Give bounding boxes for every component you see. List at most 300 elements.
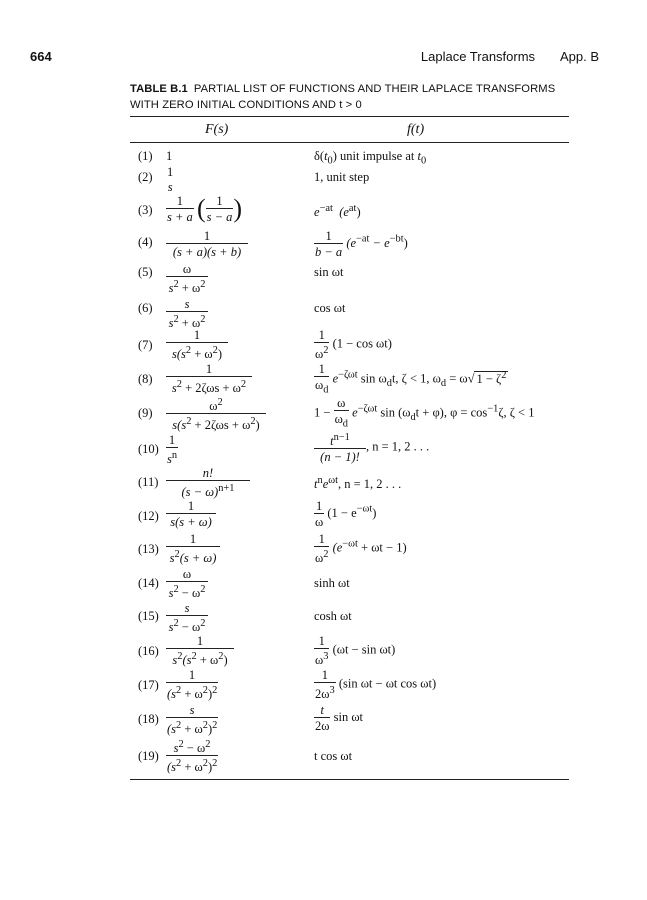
num: 1 — [188, 668, 196, 682]
d: s — [168, 620, 174, 635]
fraction — [334, 396, 349, 432]
d: ω — [315, 653, 324, 668]
t: (e — [332, 540, 343, 555]
time-function — [314, 703, 363, 733]
time-function — [314, 475, 401, 492]
d: n+1 — [218, 483, 235, 494]
num: 1 — [176, 194, 184, 208]
d: (n − 1)! — [320, 450, 360, 465]
time-function — [314, 668, 436, 701]
d: 2 — [177, 651, 183, 662]
section-title: Laplace Transforms — [420, 49, 536, 64]
t: e — [349, 405, 358, 420]
d: 2 — [176, 720, 182, 731]
row-number: (13) — [138, 542, 159, 556]
d: + ω — [181, 722, 203, 737]
den — [166, 276, 208, 295]
time-function — [314, 149, 426, 167]
t: −ωt — [356, 503, 373, 515]
num: 1 — [187, 499, 195, 513]
n: 2 — [178, 739, 184, 750]
time-function: cosh ωt — [314, 609, 352, 623]
fraction — [314, 431, 366, 464]
time-function: t cos ωt — [314, 749, 353, 763]
d: 2 — [173, 314, 179, 325]
d: 2 — [200, 314, 206, 325]
time-function: cos ωt — [314, 301, 346, 315]
laplace-transform — [166, 396, 266, 432]
t: = ω√ — [446, 371, 475, 386]
d: ) — [217, 347, 222, 362]
d: 2 — [173, 279, 179, 290]
num: 1 — [167, 165, 174, 179]
d: s — [167, 452, 172, 467]
t: 0 — [420, 155, 427, 167]
d: 2 — [173, 618, 179, 629]
d: 2 — [202, 685, 208, 696]
d: 2 — [323, 549, 329, 560]
t: (1 − e — [327, 505, 357, 520]
time-function — [314, 203, 361, 220]
laplace-transform — [166, 194, 242, 224]
t: sin (ω — [377, 405, 411, 420]
row-number: (2) — [138, 170, 153, 184]
d: ) — [255, 418, 260, 433]
t: t — [314, 477, 318, 492]
laplace-transform — [166, 668, 218, 701]
num: 1 — [325, 229, 332, 243]
row-number: (6) — [138, 301, 153, 315]
row-number: (9) — [138, 406, 153, 420]
laplace-transform — [166, 601, 208, 634]
row-number: (19) — [138, 749, 159, 763]
fraction — [166, 532, 220, 565]
t: −ωt — [342, 538, 358, 550]
d: (s — [167, 722, 177, 737]
num — [166, 738, 218, 755]
time-function — [314, 499, 376, 529]
laplace-transform — [166, 703, 218, 736]
time-function — [314, 532, 407, 565]
den: 2ω — [315, 719, 330, 733]
laplace-transform — [166, 262, 208, 295]
d: 2 — [240, 379, 247, 390]
d: 2 — [200, 618, 206, 629]
t: −ζωt — [338, 369, 358, 381]
fraction — [166, 499, 216, 529]
t: (ωt − sin ωt) — [332, 642, 396, 657]
d: d — [323, 384, 329, 396]
t: t, ζ < 1, ω — [391, 371, 441, 386]
fraction — [166, 567, 208, 600]
n: n−1 — [333, 432, 350, 443]
fraction — [166, 165, 174, 194]
d: 2 — [176, 379, 182, 390]
t: −at — [356, 233, 370, 245]
d: + 2ζωs + ω — [181, 381, 241, 396]
d: − ω — [178, 586, 201, 601]
d: s(s + ω) — [170, 515, 212, 529]
num: 1 — [203, 229, 211, 243]
laplace-transform — [166, 567, 208, 600]
num — [314, 431, 366, 448]
t: n — [317, 475, 323, 486]
d: 2 — [202, 758, 208, 770]
den — [314, 342, 329, 361]
t: δ( — [314, 149, 325, 163]
d: s(s — [172, 418, 187, 433]
n: s — [184, 297, 190, 311]
fraction — [314, 362, 329, 398]
fraction — [166, 362, 252, 395]
den — [314, 376, 329, 398]
d: 2 — [212, 345, 218, 356]
d: 2 — [174, 549, 180, 560]
d: (s — [167, 760, 177, 775]
time-function: 1, unit step — [314, 170, 370, 184]
t: e — [314, 205, 320, 220]
num — [166, 297, 208, 311]
d: s(s — [171, 347, 186, 362]
d: 2 — [323, 345, 329, 356]
table-header-rule — [130, 142, 569, 143]
laplace-transform — [166, 362, 252, 395]
fraction — [166, 634, 234, 667]
fraction — [166, 396, 266, 432]
n: s — [173, 741, 179, 756]
t: −bt — [389, 233, 404, 245]
t: t — [324, 149, 328, 163]
den: ω — [315, 515, 324, 529]
time-function — [314, 634, 395, 667]
n: ω — [209, 399, 218, 414]
den — [166, 513, 216, 529]
laplace-transform — [166, 634, 234, 667]
paren: ( — [196, 194, 206, 223]
row-number: (17) — [138, 678, 159, 692]
den — [166, 682, 218, 701]
num — [166, 466, 250, 480]
time-function — [314, 362, 508, 398]
t: t — [417, 149, 421, 163]
den — [166, 581, 208, 600]
d: s — [172, 653, 178, 668]
d: + ω — [178, 316, 201, 331]
t: at — [348, 203, 357, 214]
n: s — [189, 703, 195, 717]
d: s + a — [167, 210, 193, 224]
den — [334, 410, 349, 432]
n: 2 — [217, 397, 223, 408]
t: d — [386, 378, 392, 390]
d: s — [168, 281, 174, 296]
den — [166, 376, 252, 395]
d: 2 — [191, 651, 197, 662]
d: 3 — [329, 685, 335, 696]
row-number: (4) — [138, 235, 153, 249]
t: −ζωt — [357, 403, 378, 415]
d: 2 — [186, 416, 192, 428]
d: ) — [207, 687, 213, 702]
d: 2 — [212, 720, 218, 731]
d: s — [168, 316, 174, 331]
d: n — [171, 450, 178, 461]
time-function: sinh ωt — [314, 576, 350, 590]
d: ω — [315, 378, 324, 392]
den — [166, 546, 220, 565]
fraction — [314, 328, 329, 361]
time-function — [314, 431, 429, 464]
num: 1 — [216, 194, 223, 208]
d: (s − ω) — [181, 485, 219, 500]
time-function — [314, 396, 534, 432]
fraction — [166, 668, 218, 701]
fraction — [314, 532, 329, 565]
t: 0 — [327, 155, 333, 167]
t: d — [410, 412, 416, 424]
fraction — [166, 466, 250, 499]
den — [206, 208, 234, 224]
d: (s — [167, 687, 177, 702]
row-number: (5) — [138, 265, 153, 279]
paren: ) — [233, 194, 243, 223]
num: ω — [182, 262, 192, 276]
num: 1 — [318, 362, 325, 376]
row-number: (7) — [138, 338, 153, 352]
fraction — [314, 668, 336, 701]
d: ) — [223, 653, 228, 668]
row-number: (10) — [138, 442, 159, 456]
d: + 2ζωs + ω — [191, 418, 251, 433]
t: 1 − ζ — [476, 371, 502, 386]
d: + ω — [178, 281, 201, 296]
den — [314, 648, 329, 667]
t: e — [322, 477, 329, 492]
d: ω — [315, 347, 324, 362]
laplace-transform — [166, 466, 250, 499]
laplace-transform — [166, 738, 218, 774]
fraction — [314, 499, 324, 529]
row-number: (18) — [138, 712, 159, 726]
laplace-transform — [166, 499, 216, 529]
den — [166, 717, 218, 736]
den — [166, 648, 234, 667]
d: 2 — [200, 279, 206, 290]
n: s — [184, 601, 190, 615]
d: ω — [334, 412, 343, 426]
fraction — [166, 297, 208, 330]
laplace-transform: 1 — [166, 149, 173, 163]
d: 3 — [323, 651, 329, 662]
t: , n = 1, 2 . . . — [366, 439, 430, 454]
den — [166, 447, 178, 466]
d: 2 — [202, 720, 208, 731]
den — [166, 179, 174, 194]
t: d — [440, 378, 447, 390]
t: 1 − — [314, 405, 334, 420]
den — [166, 208, 194, 224]
num: 1 — [196, 634, 204, 648]
column-header-f: f(t) — [407, 122, 425, 137]
fraction — [314, 229, 343, 259]
d: + ω — [196, 653, 219, 668]
den — [166, 413, 266, 432]
fraction — [166, 601, 208, 634]
t: ) — [372, 505, 377, 520]
num: 1 — [318, 328, 325, 342]
n: n! — [202, 466, 214, 480]
d: 2 — [173, 584, 179, 595]
num: 1 — [318, 634, 325, 648]
num: ω — [337, 396, 346, 410]
d: + ω — [181, 687, 203, 702]
t: ) — [356, 205, 361, 220]
n: − ω — [183, 741, 206, 756]
time-function — [314, 328, 392, 361]
fraction — [314, 703, 330, 733]
column-header-F: F(s) — [205, 122, 229, 137]
fraction — [166, 703, 218, 736]
d: (s + ω) — [179, 551, 217, 566]
fraction — [166, 262, 208, 295]
page-number: 664 — [30, 49, 52, 64]
d: 2 — [200, 584, 206, 595]
den — [166, 755, 218, 774]
table-label: TABLE B.1 — [130, 83, 188, 95]
num: 1 — [321, 668, 328, 682]
d: + ω — [191, 347, 213, 362]
num: 1 — [205, 362, 213, 376]
num: 1 — [315, 499, 323, 513]
t: sin ω — [357, 371, 387, 386]
t: sin ωt — [330, 709, 364, 724]
n: t — [330, 434, 334, 449]
d: ω — [315, 551, 324, 566]
table-top-rule — [130, 116, 569, 117]
table-bottom-rule — [130, 779, 569, 780]
d: 2 — [212, 758, 218, 770]
num: 1 — [318, 532, 325, 546]
laplace-transform — [166, 297, 208, 330]
d: (s + a)(s + b) — [172, 245, 242, 259]
d: s — [171, 381, 177, 396]
t: 2 — [501, 369, 507, 381]
row-number: (11) — [138, 475, 159, 489]
t: −1 — [487, 403, 499, 415]
num: ω — [182, 567, 192, 581]
fraction — [166, 328, 228, 361]
num — [166, 396, 266, 413]
t: e — [329, 371, 339, 386]
den — [166, 342, 228, 361]
time-function: sin ωt — [314, 265, 344, 279]
d: s — [168, 586, 174, 601]
den — [314, 546, 329, 565]
laplace-transform — [166, 328, 228, 361]
t: ) unit impulse at — [332, 149, 418, 163]
num: 1 — [193, 328, 201, 342]
n: 2 — [205, 739, 211, 750]
fraction — [166, 194, 194, 224]
t: t + φ), φ = cos — [415, 405, 488, 420]
d: 2 — [176, 758, 182, 770]
d: ) — [207, 722, 213, 737]
t: + ωt − 1) — [357, 540, 407, 555]
d: d — [342, 418, 348, 430]
laplace-transform — [166, 532, 220, 565]
row-number: (15) — [138, 609, 159, 623]
t: −at — [319, 203, 333, 214]
d: − ω — [178, 620, 201, 635]
row-number: (3) — [138, 203, 153, 217]
t: (1 − cos ωt) — [332, 336, 392, 351]
d: 2 — [250, 416, 256, 428]
d: (s — [182, 653, 192, 668]
row-number: (1) — [138, 149, 153, 163]
t: (e — [339, 205, 349, 220]
appendix-label: App. B — [559, 49, 599, 64]
fraction — [166, 738, 218, 774]
t: ) — [403, 235, 408, 250]
den — [166, 480, 250, 499]
laplace-transform — [166, 433, 178, 466]
num — [166, 703, 218, 717]
t: (sin ωt − ωt cos ωt) — [338, 676, 437, 691]
row-number: (14) — [138, 576, 159, 590]
den — [166, 243, 248, 259]
den — [314, 243, 343, 259]
t: ζ, ζ < 1 — [498, 405, 535, 420]
d: 2ω — [315, 687, 330, 702]
d: 2 — [176, 685, 182, 696]
den — [166, 615, 208, 634]
d: s — [169, 551, 175, 566]
d: + ω — [181, 760, 203, 775]
d: ) — [207, 760, 213, 775]
d: 2 — [212, 685, 218, 696]
num — [166, 601, 208, 615]
den — [314, 682, 336, 701]
d: 2 — [185, 345, 192, 356]
fraction — [206, 194, 234, 224]
fraction — [166, 433, 178, 466]
fraction — [166, 229, 248, 259]
d: 2 — [218, 651, 224, 662]
t: , n = 1, 2 . . . — [338, 477, 402, 492]
t: (e — [346, 235, 357, 250]
den — [314, 448, 366, 464]
running-head — [421, 49, 599, 64]
table-caption — [130, 81, 570, 113]
n: t — [320, 703, 324, 717]
fraction — [314, 634, 329, 667]
d: b − a — [315, 245, 343, 259]
t: − e — [369, 235, 390, 250]
row-number: (12) — [138, 509, 159, 523]
num: 1 — [168, 433, 176, 447]
row-number: (8) — [138, 372, 153, 386]
laplace-transform — [166, 229, 248, 259]
table-title: PARTIAL LIST OF FUNCTIONS AND THEIR LAPLACE TRANSFORMS WITH ZERO INITIAL CONDITIONS AND t > 0 — [130, 83, 556, 111]
laplace-transform — [166, 165, 174, 194]
d: s — [167, 180, 173, 194]
num — [314, 703, 330, 717]
time-function — [314, 229, 408, 259]
row-number: (16) — [138, 644, 159, 658]
d: s − a — [206, 210, 233, 224]
num: 1 — [189, 532, 197, 546]
sqrt — [474, 371, 508, 386]
